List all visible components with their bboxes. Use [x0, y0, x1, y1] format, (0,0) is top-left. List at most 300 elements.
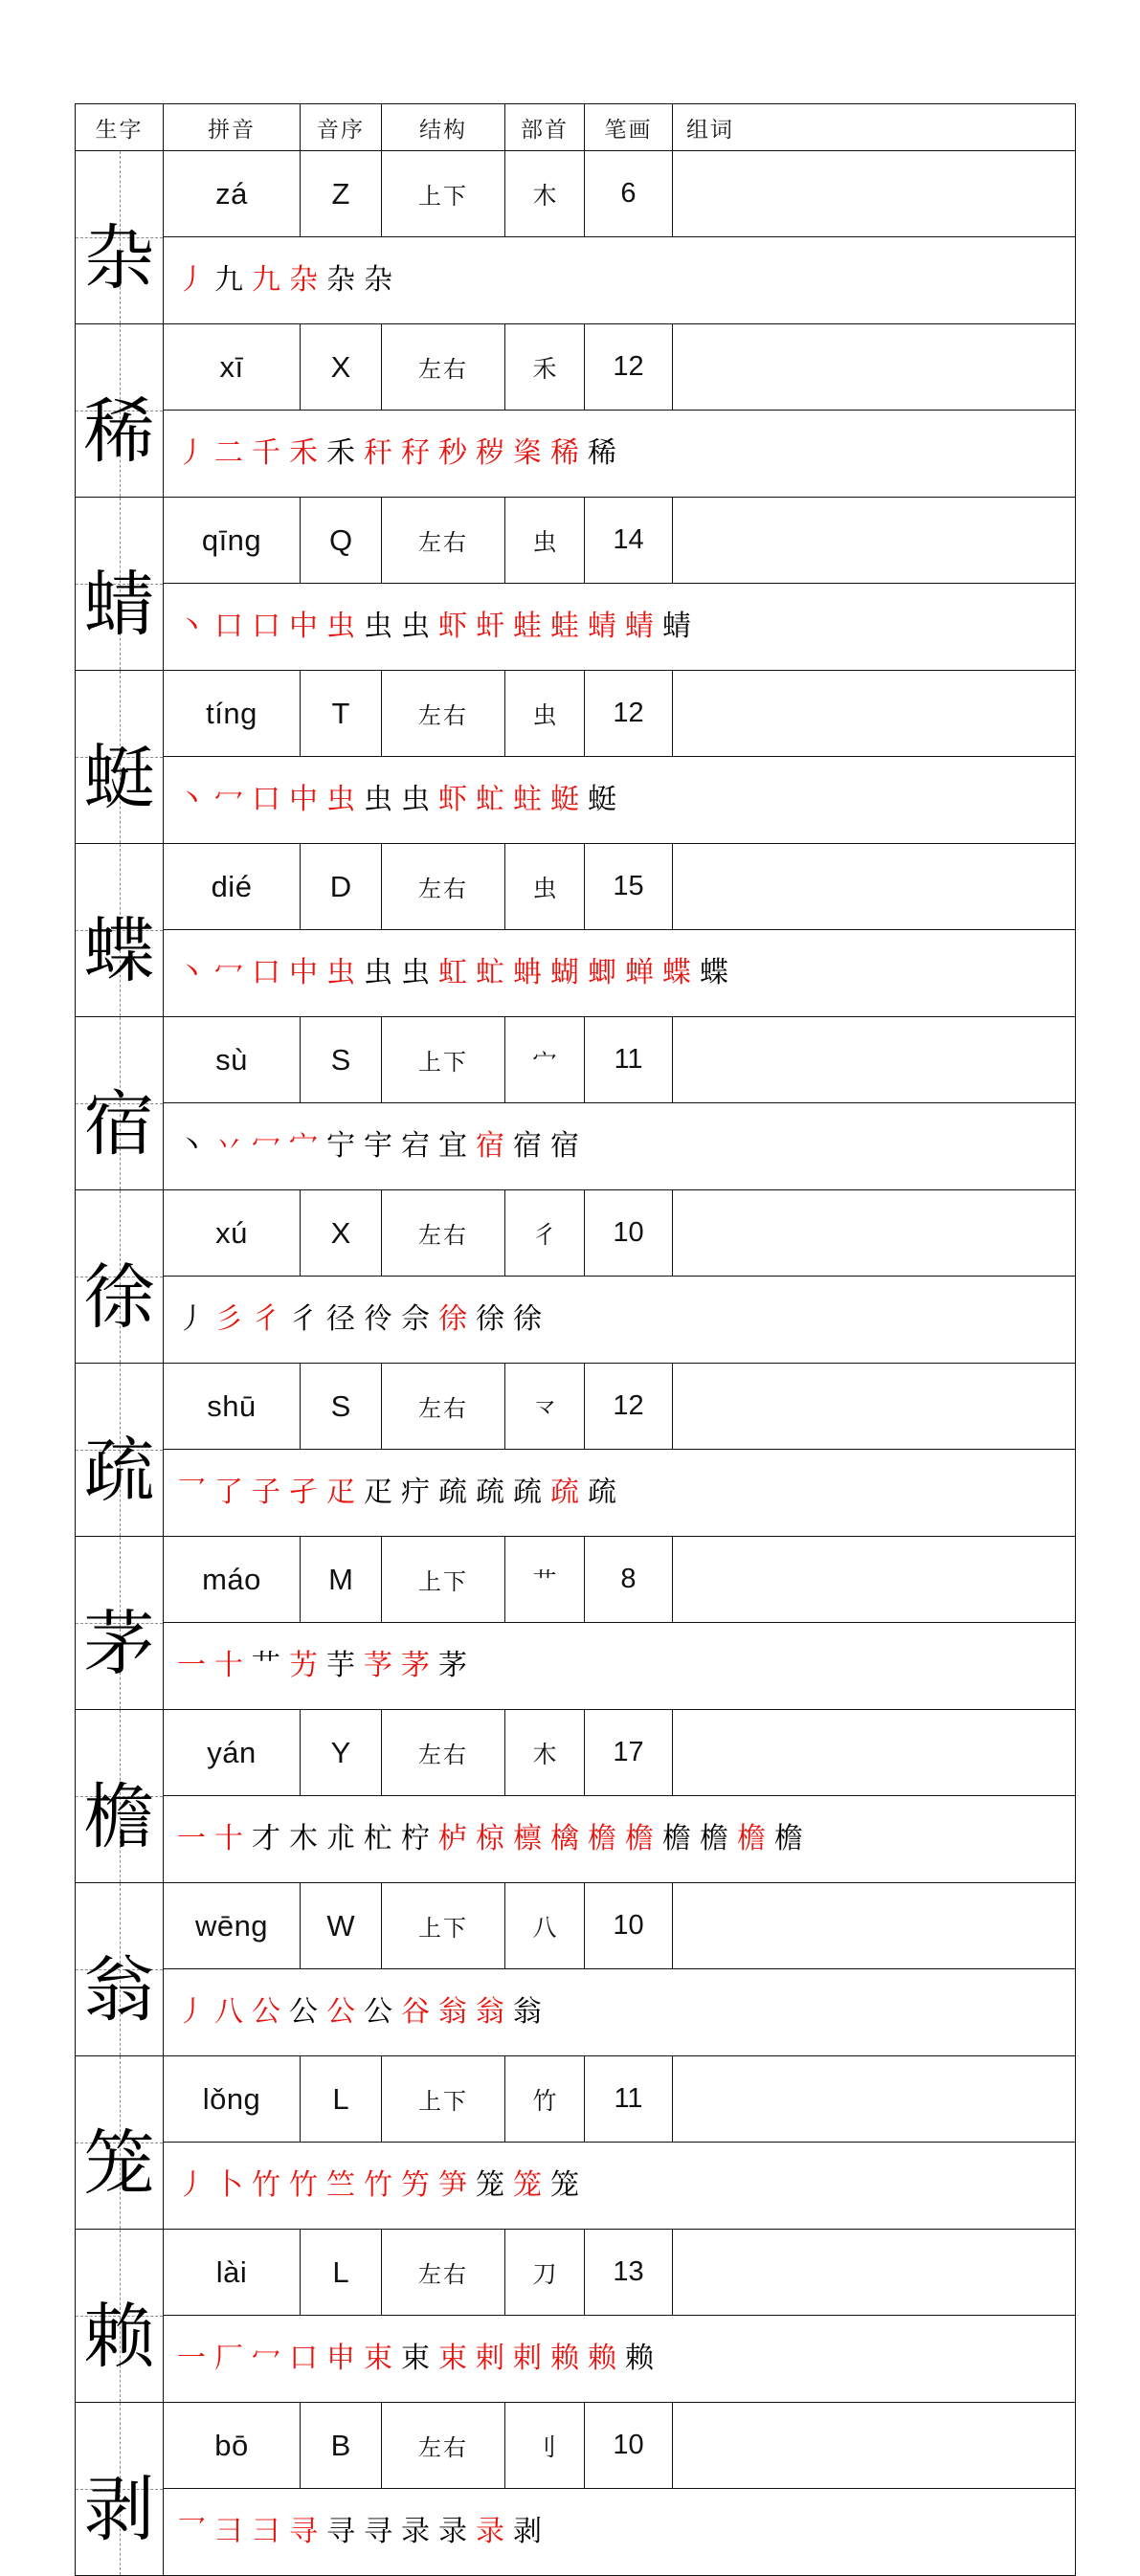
radical-cell: 刀 [505, 2230, 585, 2316]
structure-cell: 左右 [382, 324, 505, 411]
stroke-step-glyph: 椋 [476, 1822, 513, 1855]
stroke-step-glyph: 丿 [177, 1995, 214, 2029]
words-input-cell[interactable] [673, 1364, 1076, 1450]
pinyin-cell: xī [164, 324, 301, 411]
pinyin-cell: qīng [164, 498, 301, 584]
character-glyph: 蜓 [83, 736, 155, 819]
structure-cell: 左右 [382, 2403, 505, 2489]
character-info-row [76, 844, 1076, 930]
stroke-step-glyph: 翁 [476, 1995, 513, 2029]
radical-cell: 八 [505, 1883, 585, 1969]
stroke-step-glyph: 十 [214, 1649, 252, 1682]
stroke-step-glyph: 束 [401, 2342, 438, 2375]
words-input-cell[interactable] [673, 2230, 1076, 2316]
radical-cell: 宀 [505, 1017, 585, 1103]
character-glyph: 檐 [83, 1775, 155, 1858]
character-glyph: 剥 [83, 2468, 155, 2551]
stroke-step-glyph: 疏 [513, 1476, 550, 1509]
stroke-order-cell [164, 2489, 1076, 2576]
stroke-step-glyph: 蜻 [625, 610, 662, 643]
stroke-order-cell [164, 2316, 1076, 2403]
stroke-step-glyph: 虫 [326, 610, 364, 643]
stroke-step-glyph: 公 [326, 1995, 364, 2029]
stroke-step-glyph: 柠 [401, 1822, 438, 1855]
stroke-step-glyph: 八 [214, 1995, 252, 2029]
stroke-step-glyph: 赖 [588, 2342, 625, 2375]
stroke-order-sequence [177, 1293, 1075, 1346]
pinyin-cell: yán [164, 1710, 301, 1796]
stroke-order-sequence [177, 1466, 1075, 1520]
initial-letter-cell: X [301, 324, 382, 411]
character-glyph: 宿 [83, 1082, 155, 1166]
stroke-step-glyph: 剌 [476, 2342, 513, 2375]
stroke-step-glyph: 九 [214, 263, 252, 297]
words-input-cell[interactable] [673, 498, 1076, 584]
stroke-step-glyph: 录 [476, 2515, 513, 2548]
stroke-order-row [76, 1450, 1076, 1537]
stroke-count-cell: 13 [585, 2230, 673, 2316]
stroke-step-glyph: 茅 [401, 1649, 438, 1682]
stroke-order-sequence [177, 1812, 1075, 1866]
stroke-step-glyph: 丿 [177, 1302, 214, 1336]
character-info-row [76, 1364, 1076, 1450]
initial-letter-cell: T [301, 671, 382, 757]
structure-cell: 上下 [382, 1017, 505, 1103]
character-info-row [76, 151, 1076, 237]
stroke-order-cell [164, 1623, 1076, 1710]
stroke-step-glyph: 宇 [364, 1129, 401, 1163]
stroke-step-glyph: 口 [252, 610, 289, 643]
stroke-step-glyph: 卜 [214, 2168, 252, 2202]
stroke-step-glyph: 彾 [364, 1302, 401, 1336]
character-cell [76, 2230, 164, 2403]
stroke-step-glyph: 赖 [625, 2342, 662, 2375]
stroke-step-glyph: 寻 [326, 2515, 364, 2548]
stroke-step-glyph: 徐 [476, 1302, 513, 1336]
stroke-order-sequence [177, 254, 1075, 307]
stroke-step-glyph: 丶 [177, 956, 214, 989]
character-cell [76, 1883, 164, 2056]
structure-cell: 左右 [382, 1710, 505, 1796]
stroke-count-cell: 12 [585, 1364, 673, 1450]
stroke-order-sequence [177, 1986, 1075, 2039]
stroke-step-glyph: 虾 [438, 783, 476, 816]
stroke-step-glyph: 宁 [326, 1129, 364, 1163]
header-cell-radical: 部首 [505, 104, 585, 151]
stroke-step-glyph: 丿 [177, 436, 214, 470]
stroke-step-glyph: 疏 [550, 1476, 588, 1509]
stroke-order-row [76, 930, 1076, 1017]
stroke-step-glyph: 蛙 [550, 610, 588, 643]
words-input-cell[interactable] [673, 844, 1076, 930]
stroke-step-glyph: 口 [252, 783, 289, 816]
stroke-step-glyph: 公 [252, 1995, 289, 2029]
stroke-order-cell [164, 1277, 1076, 1364]
stroke-step-glyph: 冖 [252, 1129, 289, 1163]
character-glyph: 徐 [83, 1255, 155, 1339]
stroke-step-glyph: 宀 [289, 1129, 326, 1163]
stroke-order-cell [164, 237, 1076, 324]
stroke-step-glyph: 檩 [513, 1822, 550, 1855]
stroke-step-glyph: 艹 [252, 1649, 289, 1682]
structure-cell: 左右 [382, 1190, 505, 1277]
words-input-cell[interactable] [673, 1883, 1076, 1969]
stroke-order-row [76, 757, 1076, 844]
stroke-step-glyph: 剌 [513, 2342, 550, 2375]
character-info-row [76, 1017, 1076, 1103]
stroke-step-glyph: 竺 [326, 2168, 364, 2202]
initial-letter-cell: L [301, 2056, 382, 2143]
character-glyph: 蜻 [83, 563, 155, 646]
stroke-step-glyph: 虫 [364, 783, 401, 816]
stroke-step-glyph: 申 [326, 2342, 364, 2375]
stroke-step-glyph: 口 [214, 610, 252, 643]
stroke-step-glyph: 乛 [177, 2515, 214, 2548]
stroke-step-glyph: 佘 [401, 1302, 438, 1336]
character-cell [76, 1537, 164, 1710]
stroke-step-glyph: 蛀 [513, 783, 550, 816]
stroke-step-glyph: 蝶 [662, 956, 700, 989]
stroke-step-glyph: 录 [401, 2515, 438, 2548]
stroke-step-glyph: 徐 [513, 1302, 550, 1336]
stroke-step-glyph: 秒 [438, 436, 476, 470]
character-cell [76, 1364, 164, 1537]
stroke-order-row [76, 237, 1076, 324]
structure-cell: 上下 [382, 151, 505, 237]
character-info-row [76, 1190, 1076, 1277]
stroke-order-row [76, 1103, 1076, 1190]
stroke-order-sequence [177, 946, 1075, 1000]
header-cell-initial: 音序 [301, 104, 382, 151]
stroke-order-sequence [177, 2505, 1075, 2559]
pinyin-cell: dié [164, 844, 301, 930]
character-cell [76, 151, 164, 324]
stroke-step-glyph: 蝉 [625, 956, 662, 989]
radical-cell: 竹 [505, 2056, 585, 2143]
stroke-step-glyph: 剥 [513, 2515, 550, 2548]
stroke-step-glyph: 蚺 [513, 956, 550, 989]
stroke-step-glyph: 檐 [625, 1822, 662, 1855]
structure-cell: 左右 [382, 1364, 505, 1450]
stroke-order-row [76, 2316, 1076, 2403]
character-glyph: 翁 [83, 1948, 155, 2032]
pinyin-cell: sù [164, 1017, 301, 1103]
stroke-step-glyph: 蝴 [550, 956, 588, 989]
stroke-step-glyph: 彳 [289, 1302, 326, 1336]
stroke-count-cell: 11 [585, 1017, 673, 1103]
character-glyph: 杂 [83, 216, 155, 300]
structure-cell: 上下 [382, 1537, 505, 1623]
words-input-cell[interactable] [673, 2056, 1076, 2143]
character-info-row [76, 1710, 1076, 1796]
initial-letter-cell: S [301, 1364, 382, 1450]
pinyin-cell: lǒng [164, 2056, 301, 2143]
stroke-count-cell: 8 [585, 1537, 673, 1623]
stroke-step-glyph: 丶 [177, 610, 214, 643]
stroke-step-glyph: 束 [364, 2342, 401, 2375]
pinyin-cell: bō [164, 2403, 301, 2489]
stroke-step-glyph: 疏 [588, 1476, 625, 1509]
stroke-step-glyph: 寻 [289, 2515, 326, 2548]
stroke-step-glyph: 才 [252, 1822, 289, 1855]
stroke-step-glyph: 虻 [476, 783, 513, 816]
stroke-step-glyph: 栌 [438, 1822, 476, 1855]
stroke-count-cell: 17 [585, 1710, 673, 1796]
initial-letter-cell: L [301, 2230, 382, 2316]
stroke-step-glyph: 茅 [438, 1649, 476, 1682]
character-cell [76, 324, 164, 498]
pinyin-cell: lài [164, 2230, 301, 2316]
stroke-step-glyph: 蝶 [700, 956, 737, 989]
stroke-step-glyph: 口 [252, 956, 289, 989]
stroke-step-glyph: 虫 [326, 956, 364, 989]
stroke-step-glyph: 竹 [289, 2168, 326, 2202]
character-cell [76, 1710, 164, 1883]
structure-cell: 左右 [382, 844, 505, 930]
stroke-order-cell [164, 930, 1076, 1017]
stroke-step-glyph: 宿 [476, 1129, 513, 1163]
character-glyph: 茅 [83, 1602, 155, 1685]
table-header-row [76, 104, 1076, 151]
stroke-count-cell: 10 [585, 2403, 673, 2489]
stroke-step-glyph: 子 [252, 1476, 289, 1509]
stroke-step-glyph: 檐 [662, 1822, 700, 1855]
character-glyph: 疏 [83, 1429, 155, 1512]
stroke-step-glyph: 杧 [364, 1822, 401, 1855]
structure-cell: 左右 [382, 498, 505, 584]
radical-cell: 木 [505, 1710, 585, 1796]
stroke-count-cell: 11 [585, 2056, 673, 2143]
pinyin-cell: xú [164, 1190, 301, 1277]
stroke-step-glyph: 厂 [214, 2342, 252, 2375]
stroke-step-glyph: 中 [289, 956, 326, 989]
stroke-order-cell [164, 1450, 1076, 1537]
stroke-step-glyph: 孑 [289, 1476, 326, 1509]
stroke-step-glyph: 竹 [364, 2168, 401, 2202]
words-input-cell[interactable] [673, 1537, 1076, 1623]
stroke-step-glyph: 丶 [177, 1129, 214, 1163]
initial-letter-cell: S [301, 1017, 382, 1103]
stroke-step-glyph: 竻 [401, 2168, 438, 2202]
stroke-step-glyph: 疋 [364, 1476, 401, 1509]
radical-cell: 虫 [505, 671, 585, 757]
stroke-order-sequence [177, 2159, 1075, 2212]
stroke-step-glyph: 疋 [326, 1476, 364, 1509]
stroke-step-glyph: 蝍 [588, 956, 625, 989]
character-info-row [76, 1537, 1076, 1623]
stroke-step-glyph: 杂 [326, 263, 364, 297]
stroke-step-glyph: 二 [214, 436, 252, 470]
initial-letter-cell: X [301, 1190, 382, 1277]
stroke-order-cell [164, 757, 1076, 844]
stroke-step-glyph: 翁 [513, 1995, 550, 2029]
stroke-step-glyph: 虻 [476, 956, 513, 989]
stroke-order-cell [164, 2143, 1076, 2230]
header-cell-structure: 结构 [382, 104, 505, 151]
character-glyph: 赖 [83, 2295, 155, 2378]
stroke-step-glyph: 蜻 [588, 610, 625, 643]
stroke-step-glyph: 禾 [326, 436, 364, 470]
pinyin-cell: máo [164, 1537, 301, 1623]
character-cell [76, 671, 164, 844]
stroke-step-glyph: 束 [438, 2342, 476, 2375]
stroke-count-cell: 15 [585, 844, 673, 930]
stroke-step-glyph: 彡 [214, 1302, 252, 1336]
stroke-step-glyph: 十 [214, 1822, 252, 1855]
words-input-cell[interactable] [673, 1017, 1076, 1103]
stroke-step-glyph: 彳 [252, 1302, 289, 1336]
stroke-step-glyph: 宕 [401, 1129, 438, 1163]
stroke-step-glyph: 千 [252, 436, 289, 470]
stroke-step-glyph: 翁 [438, 1995, 476, 2029]
stroke-step-glyph: 丶 [177, 783, 214, 816]
stroke-step-glyph: 虫 [364, 956, 401, 989]
stroke-step-glyph: 虾 [438, 610, 476, 643]
stroke-step-glyph: 口 [289, 2342, 326, 2375]
structure-cell: 上下 [382, 2056, 505, 2143]
character-practice-table [75, 103, 1076, 2576]
stroke-step-glyph: 艻 [289, 1649, 326, 1682]
words-input-cell[interactable] [673, 1190, 1076, 1277]
stroke-order-row [76, 1277, 1076, 1364]
stroke-step-glyph: 虷 [476, 610, 513, 643]
stroke-count-cell: 10 [585, 1883, 673, 1969]
header-cell-stroke-count: 笔画 [585, 104, 673, 151]
stroke-step-glyph: 笼 [513, 2168, 550, 2202]
structure-cell: 上下 [382, 1883, 505, 1969]
character-info-row [76, 324, 1076, 411]
header-cell-pinyin: 拼音 [164, 104, 301, 151]
stroke-step-glyph: 了 [214, 1476, 252, 1509]
character-info-row [76, 2403, 1076, 2489]
stroke-step-glyph: 芧 [364, 1649, 401, 1682]
radical-cell: 虫 [505, 498, 585, 584]
stroke-order-row [76, 1796, 1076, 1883]
stroke-step-glyph: 径 [326, 1302, 364, 1336]
stroke-step-glyph: 笼 [550, 2168, 588, 2202]
words-input-cell[interactable] [673, 671, 1076, 757]
stroke-step-glyph: 檐 [588, 1822, 625, 1855]
pinyin-cell: tíng [164, 671, 301, 757]
stroke-step-glyph: 虫 [401, 783, 438, 816]
stroke-step-glyph: 公 [289, 1995, 326, 2029]
stroke-step-glyph: 蜻 [662, 610, 700, 643]
stroke-order-cell [164, 411, 1076, 498]
stroke-step-glyph: 冖 [252, 2342, 289, 2375]
character-info-row [76, 2056, 1076, 2143]
stroke-step-glyph: 谷 [401, 1995, 438, 2029]
character-cell [76, 2056, 164, 2230]
radical-cell: 禾 [505, 324, 585, 411]
initial-letter-cell: B [301, 2403, 382, 2489]
header-cell-character: 生字 [76, 104, 164, 151]
character-info-row [76, 1883, 1076, 1969]
stroke-order-sequence [177, 773, 1075, 827]
stroke-step-glyph: 稀 [550, 436, 588, 470]
stroke-step-glyph: 虫 [364, 610, 401, 643]
stroke-step-glyph: 公 [364, 1995, 401, 2029]
stroke-step-glyph: 疔 [401, 1476, 438, 1509]
radical-cell: 虫 [505, 844, 585, 930]
radical-cell: 龴 [505, 1364, 585, 1450]
stroke-step-glyph: 徐 [438, 1302, 476, 1336]
words-input-cell[interactable] [673, 2403, 1076, 2489]
stroke-order-cell [164, 1103, 1076, 1190]
stroke-count-cell: 12 [585, 324, 673, 411]
pinyin-cell: wēng [164, 1883, 301, 1969]
words-input-cell[interactable] [673, 151, 1076, 237]
stroke-step-glyph: 彐 [252, 2515, 289, 2548]
character-info-row [76, 498, 1076, 584]
initial-letter-cell: Y [301, 1710, 382, 1796]
structure-cell: 左右 [382, 671, 505, 757]
initial-letter-cell: Q [301, 498, 382, 584]
stroke-step-glyph: 秄 [401, 436, 438, 470]
stroke-step-glyph: 檐 [700, 1822, 737, 1855]
stroke-order-row [76, 1623, 1076, 1710]
stroke-step-glyph: 朮 [326, 1822, 364, 1855]
stroke-step-glyph: 檐 [774, 1822, 812, 1855]
stroke-step-glyph: 杂 [364, 263, 401, 297]
stroke-order-cell [164, 1796, 1076, 1883]
stroke-order-sequence [177, 427, 1075, 480]
initial-letter-cell: M [301, 1537, 382, 1623]
stroke-order-sequence [177, 600, 1075, 654]
pinyin-cell: shū [164, 1364, 301, 1450]
radical-cell: 刂 [505, 2403, 585, 2489]
stroke-count-cell: 12 [585, 671, 673, 757]
stroke-step-glyph: 录 [438, 2515, 476, 2548]
stroke-step-glyph: 蛙 [513, 610, 550, 643]
stroke-step-glyph: 秆 [364, 436, 401, 470]
stroke-step-glyph: 秶 [513, 436, 550, 470]
character-cell [76, 2403, 164, 2576]
stroke-step-glyph: 宿 [550, 1129, 588, 1163]
structure-cell: 左右 [382, 2230, 505, 2316]
stroke-step-glyph: 丿 [177, 263, 214, 297]
character-cell [76, 844, 164, 1017]
character-cell [76, 1017, 164, 1190]
stroke-step-glyph: 笋 [438, 2168, 476, 2202]
stroke-step-glyph: 杂 [289, 263, 326, 297]
character-info-row [76, 671, 1076, 757]
header-cell-words: 组词 [673, 104, 1076, 151]
stroke-step-glyph: 丷 [214, 1129, 252, 1163]
character-glyph: 笼 [83, 2121, 155, 2205]
initial-letter-cell: W [301, 1883, 382, 1969]
stroke-step-glyph: 竹 [252, 2168, 289, 2202]
words-input-cell[interactable] [673, 324, 1076, 411]
stroke-step-glyph: 疏 [476, 1476, 513, 1509]
stroke-order-row [76, 2489, 1076, 2576]
stroke-step-glyph: 蜓 [588, 783, 625, 816]
stroke-step-glyph: 一 [177, 2342, 214, 2375]
stroke-order-sequence [177, 2332, 1075, 2386]
stroke-step-glyph: 禾 [289, 436, 326, 470]
stroke-count-cell: 10 [585, 1190, 673, 1277]
stroke-step-glyph: 芋 [326, 1649, 364, 1682]
radical-cell: 艹 [505, 1537, 585, 1623]
stroke-order-sequence [177, 1639, 1075, 1693]
stroke-order-row [76, 1969, 1076, 2056]
stroke-step-glyph: 赖 [550, 2342, 588, 2375]
stroke-step-glyph: 虫 [326, 783, 364, 816]
stroke-order-sequence [177, 1120, 1075, 1173]
words-input-cell[interactable] [673, 1710, 1076, 1796]
stroke-step-glyph: 檐 [737, 1822, 774, 1855]
stroke-step-glyph: 丿 [177, 2168, 214, 2202]
stroke-step-glyph: 笼 [476, 2168, 513, 2202]
